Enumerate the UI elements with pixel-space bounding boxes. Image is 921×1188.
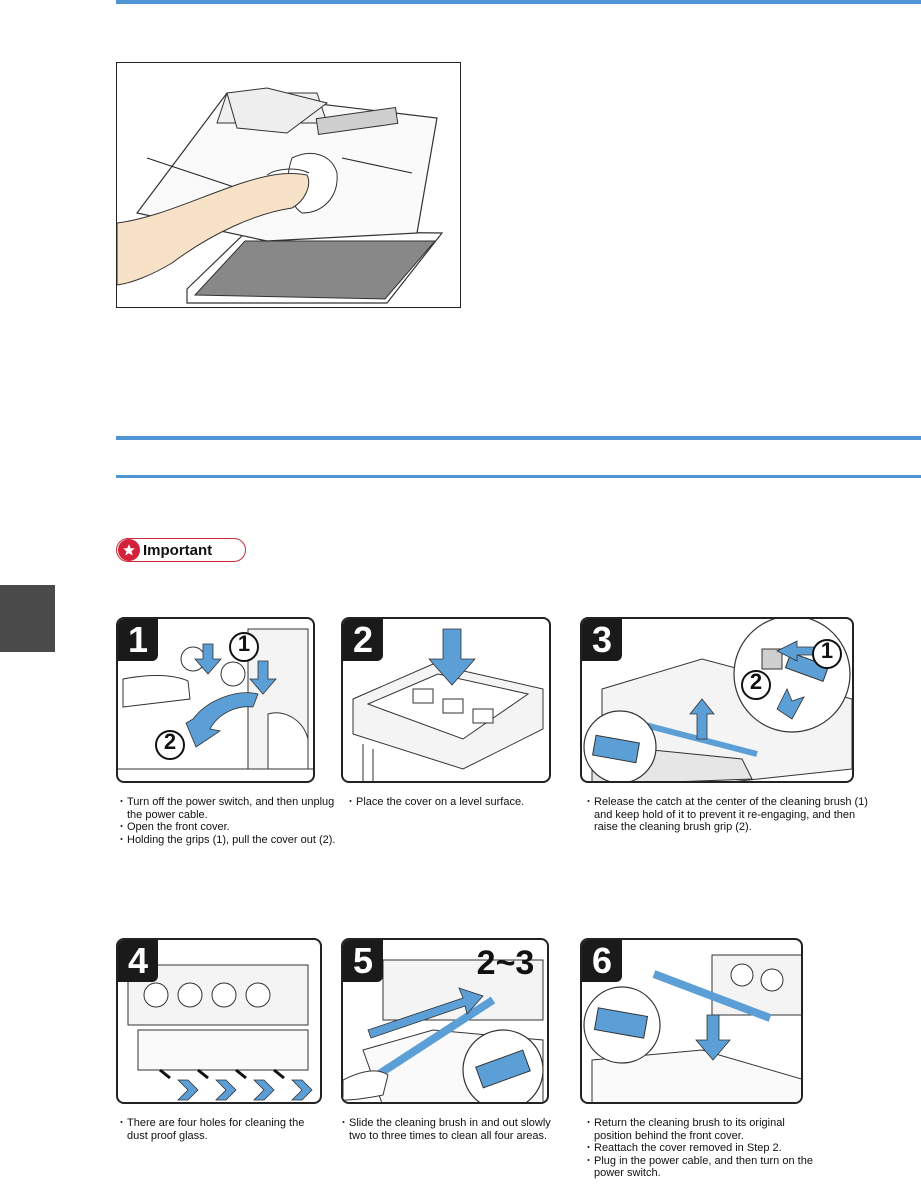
step-6-panel bbox=[580, 938, 803, 1104]
step-1-panel bbox=[116, 617, 315, 783]
step-4-caption bbox=[116, 1117, 326, 1142]
step-6-caption bbox=[583, 1117, 823, 1180]
step-number: 1 bbox=[118, 619, 158, 661]
important-badge bbox=[116, 538, 246, 562]
important-label: Important bbox=[143, 541, 213, 559]
caption-line: ・Return the cleaning brush to its original position behind the front cover. bbox=[583, 1117, 785, 1142]
step-4-panel bbox=[116, 938, 322, 1104]
step-number: 4 bbox=[118, 940, 158, 982]
top-rule bbox=[116, 0, 921, 4]
caption-line: ・Reattach the cover removed in Step 2. bbox=[583, 1142, 782, 1154]
caption-line: ・Release the catch at the center of the cleaning brush (1) and keep hold of it to prevent it re-engaging, and then raise the cleaning brush grip (2). bbox=[583, 796, 868, 833]
caption-line: ・Holding the grips (1), pull the cover out (2). bbox=[116, 833, 336, 846]
callout-1: 1 bbox=[237, 631, 251, 656]
callout-repeat: 2~3 bbox=[476, 944, 535, 982]
caption-line: ・There are four holes for cleaning the dust proof glass. bbox=[116, 1117, 305, 1142]
step-number: 2 bbox=[343, 619, 383, 661]
section-rule-top bbox=[116, 436, 921, 440]
step-5-panel bbox=[341, 938, 549, 1104]
step-3-caption bbox=[583, 796, 873, 834]
step-number: 6 bbox=[582, 940, 622, 982]
step-5-caption bbox=[338, 1117, 553, 1142]
step-number: 5 bbox=[343, 940, 383, 982]
callout-2: 2 bbox=[749, 669, 763, 694]
step-number: 3 bbox=[582, 619, 622, 661]
callout-1: 1 bbox=[820, 638, 834, 663]
adf-cleaning-illustration bbox=[116, 62, 461, 308]
step-2-panel bbox=[341, 617, 551, 783]
caption-line: ・Open the front cover. bbox=[116, 821, 230, 833]
caption-line: ・Slide the cleaning brush in and out slowly two to three times to clean all four areas. bbox=[338, 1117, 551, 1142]
chapter-side-tab bbox=[0, 585, 55, 652]
caption-line: ・Turn off the power switch, and then unplug the power cable. bbox=[116, 796, 335, 821]
step-1-caption bbox=[116, 796, 346, 846]
star-icon bbox=[118, 539, 140, 561]
section-rule-bottom bbox=[116, 475, 921, 478]
step-3-panel bbox=[580, 617, 854, 783]
caption-line: ・Place the cover on a level surface. bbox=[345, 796, 525, 808]
step-2-caption bbox=[345, 796, 555, 809]
caption-line: ・Plug in the power cable, and then turn on the power switch. bbox=[583, 1154, 813, 1179]
callout-2: 2 bbox=[163, 729, 177, 754]
